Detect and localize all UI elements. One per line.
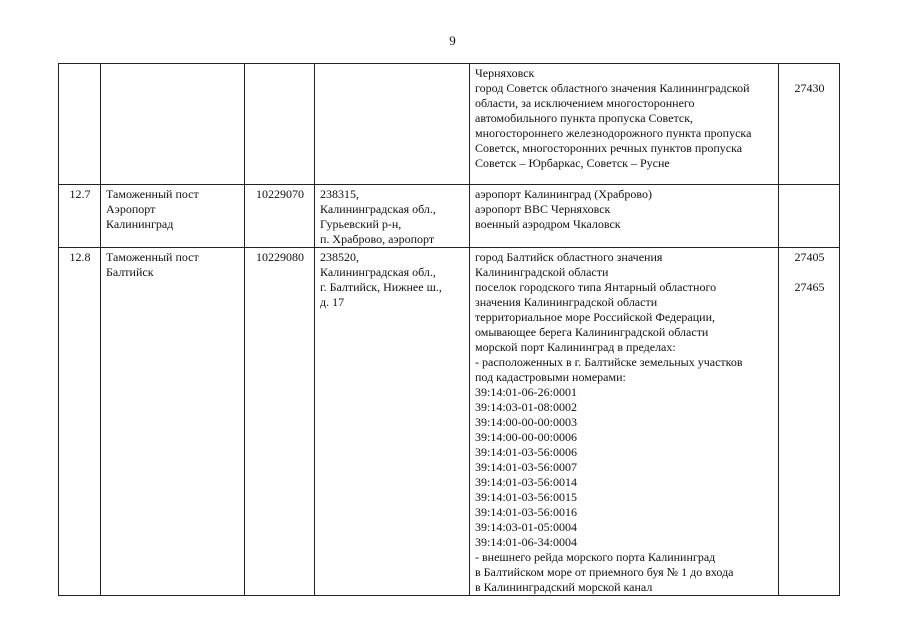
territory-line: 39:14:01-03-56:0014 bbox=[475, 475, 577, 489]
post-code bbox=[245, 64, 315, 185]
address-line: г. Балтийск, Нижнее ш., bbox=[320, 280, 442, 294]
post-code: 10229070 bbox=[245, 185, 315, 248]
territory bbox=[470, 64, 779, 185]
region-codes bbox=[779, 185, 840, 248]
address-line: Калининградская обл., bbox=[320, 265, 436, 279]
page-number: 9 bbox=[449, 33, 456, 48]
territory-line: Советск – Юрбаркас, Советск – Русне bbox=[475, 156, 670, 170]
territory-line: Калининградской области bbox=[475, 265, 609, 279]
address-line: п. Храброво, аэропорт bbox=[320, 232, 435, 246]
post-name bbox=[101, 248, 245, 596]
territory-line: город Балтийск областного значения bbox=[475, 250, 663, 264]
post-name-line: Балтийск bbox=[106, 265, 154, 279]
table-row bbox=[59, 64, 840, 185]
territory-line: 39:14:03-01-08:0002 bbox=[475, 400, 577, 414]
post-address bbox=[315, 64, 470, 185]
post-name-line: Калининград bbox=[106, 217, 174, 231]
post-name bbox=[101, 185, 245, 248]
post-name bbox=[101, 64, 245, 185]
table-row bbox=[59, 248, 840, 596]
post-address bbox=[315, 248, 470, 596]
territory-line: 39:14:03-01-05:0004 bbox=[475, 520, 577, 534]
territory-line: значения Калининградской области bbox=[475, 295, 658, 309]
territory-line: - внешнего рейда морского порта Калининград bbox=[475, 550, 716, 564]
region-code: 27465 bbox=[794, 280, 825, 294]
territory-line: 39:14:01-03-56:0016 bbox=[475, 505, 577, 519]
address-line: 238520, bbox=[320, 250, 359, 264]
territory-line: 39:14:00-00-00:0003 bbox=[475, 415, 577, 429]
post-name-line: Аэропорт bbox=[106, 202, 156, 216]
row-number bbox=[59, 64, 101, 185]
territory-line: 39:14:01-03-56:0006 bbox=[475, 445, 577, 459]
territory-line: многостороннего железнодорожного пункта пропуска bbox=[475, 126, 752, 140]
territory-line: - расположенных в г. Балтийске земельных участков bbox=[475, 355, 743, 369]
territory-line: 39:14:01-03-56:0015 bbox=[475, 490, 577, 504]
territory-line: в Калининградский морской канал bbox=[475, 580, 653, 594]
territory-line: военный аэродром Чкаловск bbox=[475, 217, 621, 231]
territory-line: под кадастровыми номерами: bbox=[475, 370, 626, 384]
table-row bbox=[59, 185, 840, 248]
territory-line: 39:14:01-03-56:0007 bbox=[475, 460, 577, 474]
post-name-line: Таможенный пост bbox=[106, 187, 199, 201]
territory-line: Советск, многосторонних речных пунктов пропуска bbox=[475, 141, 743, 155]
territory-line: автомобильного пункта пропуска Советск, bbox=[475, 111, 694, 125]
territory bbox=[470, 185, 779, 248]
region-codes bbox=[779, 64, 840, 185]
territory-line: области, за исключением многостороннего bbox=[475, 96, 695, 110]
territory-line: поселок городского типа Янтарный областного bbox=[475, 280, 717, 294]
territory-line: аэропорт Калининград (Храброво) bbox=[475, 187, 652, 201]
territory-line: в Балтийском море от приемного буя № 1 до входа bbox=[475, 565, 734, 579]
territory-line: омывающее берега Калининградской области bbox=[475, 325, 709, 339]
territory-line: территориальное море Российской Федерации, bbox=[475, 310, 716, 324]
territory-line: 39:14:00-00-00:0006 bbox=[475, 430, 577, 444]
address-line: Калининградская обл., bbox=[320, 202, 436, 216]
territory-line: морской порт Калининград в пределах: bbox=[475, 340, 676, 354]
territory bbox=[470, 248, 779, 596]
territory-line: город Советск областного значения Калининградской bbox=[475, 81, 750, 95]
address-line: 238315, bbox=[320, 187, 359, 201]
address-line: д. 17 bbox=[320, 295, 345, 309]
row-number: 12.8 bbox=[59, 248, 101, 596]
region-code: 27430 bbox=[794, 81, 825, 95]
territory-line: аэропорт ВВС Черняховск bbox=[475, 202, 611, 216]
customs-posts-table bbox=[58, 63, 840, 596]
territory-line: 39:14:01-06-26:0001 bbox=[475, 385, 577, 399]
region-code: 27405 bbox=[794, 250, 825, 264]
address-line: Гурьевский р-н, bbox=[320, 217, 402, 231]
post-code: 10229080 bbox=[245, 248, 315, 596]
post-name-line: Таможенный пост bbox=[106, 250, 199, 264]
territory-line: Черняховск bbox=[475, 66, 535, 80]
post-address bbox=[315, 185, 470, 248]
region-codes bbox=[779, 248, 840, 596]
row-number: 12.7 bbox=[59, 185, 101, 248]
territory-line: 39:14:01-06-34:0004 bbox=[475, 535, 577, 549]
